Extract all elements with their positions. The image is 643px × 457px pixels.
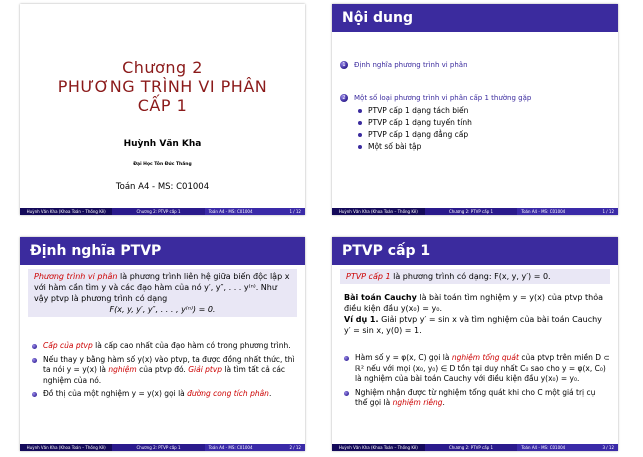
definition-term: PTVP cấp 1 [346,272,391,281]
toc-section-label: Định nghĩa phương trình vi phân [354,61,468,69]
slide-title-text: Nội dung [342,10,413,26]
definition-term: Phương trình vi phân [34,272,118,281]
slide-title-text: PTVP cấp 1 [342,243,431,259]
paragraph-text: Giải ptvp y′ = sin x và tìm nghiệm của bài toán Cauchy y′ = sin x, y(0) = 1. [344,315,602,335]
institution: Đại Học Tôn Đức Thắng [133,162,192,167]
bullet-icon [358,109,362,113]
definition-body: là phương trình có dạng: F(x, y, y′) = 0. [390,272,551,281]
bullet-list [344,353,610,412]
list-item [32,341,297,352]
item-text: Nghiệm nhận được từ nghiệm tổng quát khi cho C một giá trị cụ thể gọi là [355,387,596,407]
bullet-icon [358,121,362,125]
cauchy-heading: Bài toán Cauchy [344,293,417,302]
item-text: Đồ thị của một nghiệm y = y(x) gọi là [43,389,188,398]
chapter-title-line: PHƯƠNG TRÌNH VI PHÂN [57,77,268,96]
paragraph-text: là bài toán tìm nghiệm y = y(x) của ptvp thỏa điều kiện đầu y(x₀) = y₀. [344,293,604,313]
bullet-list [32,341,297,403]
bullet-icon [358,145,362,149]
definition-box [340,269,610,284]
footer-author: Huỳnh Văn Kha (Khoa Toán – Thống Kê) [332,444,425,451]
footer-right [517,208,618,215]
chapter-title-line: CẤP 1 [137,96,188,115]
definition-formula: F(x, y, y′, y″, . . . , y⁽ⁿ⁾) = 0. [109,305,216,314]
item-text: Nếu thay y bằng hàm số y(x) vào ptvp, ta được đồng nhất thức, thì ta nói y = y(x) là [43,354,295,374]
term: nghiệm [108,365,137,374]
slide-titlebar [332,4,618,32]
cauchy-paragraph [344,292,610,336]
footer-right [205,444,305,451]
item-text: là cấp cao nhất của đạo hàm có trong phương trình. [92,341,291,350]
footer-course: Toán A4 - MS: C01004 [208,209,253,214]
item-text: là tìm tất cả các nghiệm của nó. [43,365,286,385]
footer-course: Toán A4 - MS: C01004 [208,445,253,450]
chapter-title [20,58,305,115]
term: nghiệm riêng [392,398,443,407]
slide-first-order [332,237,618,451]
definition-body: là phương trình liên hệ giữa biến độc lập x với hàm cần tìm y và các đạo hàm của nó y′, y″, . . . y⁽ⁿ⁾. Như vậy ptvp là phương trình có dạng [34,272,290,303]
section-number-icon: 1 [340,61,348,69]
item-text: . [268,389,272,398]
chapter-number: Chương 2 [122,58,203,77]
definition-text [28,269,297,317]
footer-author: Huỳnh Văn Kha (Khoa Toán – Thống Kê) [20,444,112,451]
toc-subsection[interactable] [358,106,468,115]
bullet-icon [344,391,349,396]
bullet-icon [32,392,37,397]
bullet-icon [32,344,37,349]
toc-subsection-label: PTVP cấp 1 dạng đẳng cấp [368,130,469,139]
footer-course: Toán A4 - MS: C01004 [521,209,566,214]
slide-contents [332,4,618,215]
example-heading: Ví dụ 1. [344,315,379,324]
term: Giải ptvp [188,365,223,374]
toc-section[interactable] [340,61,468,69]
footer-author: Huỳnh Văn Kha (Khoa Toán – Thống Kê) [332,208,425,215]
slide-title [20,4,305,215]
slide-titlebar [20,237,305,265]
bullet-icon [32,358,37,363]
toc-section[interactable] [340,94,531,102]
slide-titlebar [332,237,618,265]
footer-author: Huỳnh Văn Kha (Khoa Toán – Thống Kê) [20,208,112,215]
footer-page: 1 / 12 [289,209,301,214]
list-item [32,389,297,400]
slide-footer [332,208,618,215]
footer-chapter: Chương 2: PTVP cấp 1 [425,444,518,451]
bullet-icon [344,356,349,361]
footer-right [205,208,305,215]
footer-right [517,444,618,451]
toc-subsection-label: PTVP cấp 1 dạng tuyến tính [368,118,472,127]
slide-footer [20,444,305,451]
footer-chapter: Chương 2: PTVP cấp 1 [112,444,204,451]
footer-page: 3 / 12 [602,445,615,450]
item-text: của ptvp đó. [136,365,189,374]
author-name: Huỳnh Văn Kha [123,139,202,149]
toc-section-label: Một số loại phương trình vi phân cấp 1 thường gặp [354,94,532,102]
slide-definition [20,237,305,451]
term: nghiệm tổng quát [451,353,519,362]
toc-subsection-label: Một số bài tập [368,142,422,151]
toc-subsection[interactable] [358,118,472,127]
term: Cấp của ptvp [43,341,93,350]
definition-box [28,269,297,317]
item-text: . [442,398,445,407]
item-text: của ptvp trên miền D ⊂ ℝ² nếu với mọi (x₀, y₀) ∈ D tồn tại duy nhất C₀ sao cho y = φ(x, C₀) là nghiệm của bài toán Cauchy với điều kiện đầu y(x₀) = y₀. [355,353,610,383]
toc-subsection-label: PTVP cấp 1 dạng tách biến [368,106,469,115]
item-text: Hàm số y = φ(x, C) gọi là [355,353,452,362]
list-item [344,353,610,385]
term: đường cong tích phân [187,389,269,398]
slide-footer [20,208,305,215]
section-number-icon: 2 [340,94,348,102]
list-item [32,355,297,387]
toc-subsection[interactable] [358,142,421,151]
toc-subsection[interactable] [358,130,468,139]
list-item [344,388,610,409]
footer-chapter: Chương 2: PTVP cấp 1 [112,208,204,215]
definition-text [340,269,610,284]
bullet-icon [358,133,362,137]
footer-course: Toán A4 - MS: C01004 [521,445,566,450]
footer-page: 2 / 12 [289,445,301,450]
slide-footer [332,444,618,451]
footer-chapter: Chương 2: PTVP cấp 1 [425,208,518,215]
footer-page: 1 / 12 [602,209,615,214]
slide-title-text: Định nghĩa PTVP [30,243,162,259]
course-code: Toán A4 - MS: C01004 [115,182,210,192]
